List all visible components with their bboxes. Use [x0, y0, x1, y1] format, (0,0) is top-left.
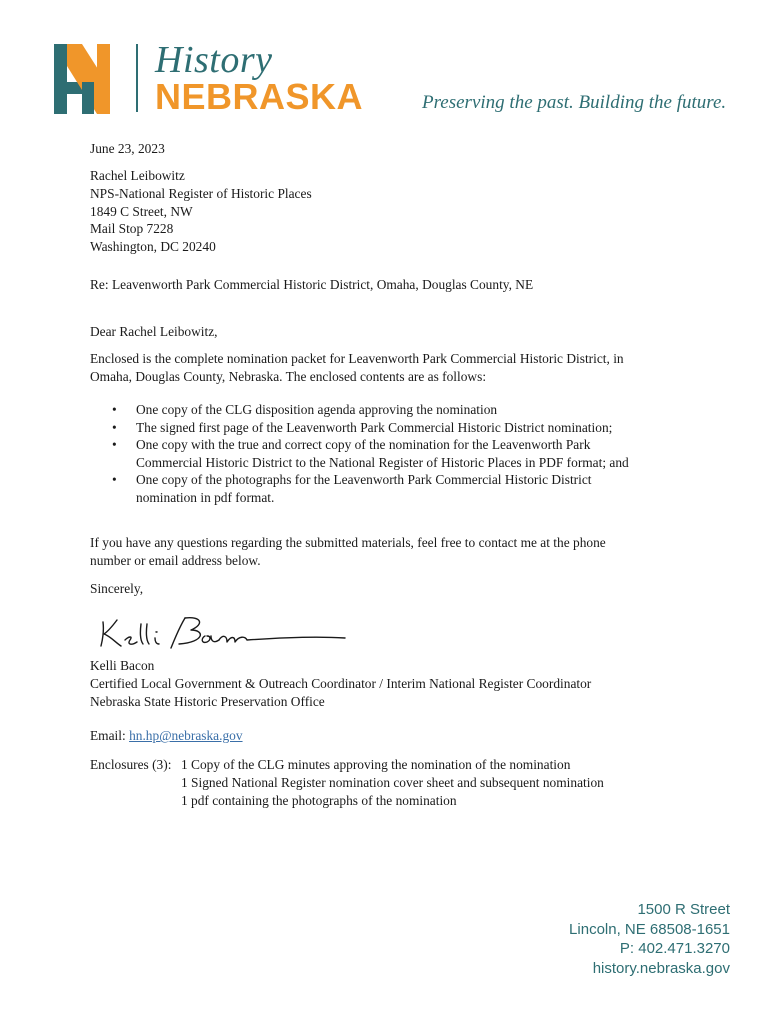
footer-street: 1500 R Street: [637, 901, 730, 918]
email-link[interactable]: hn.hp@nebraska.gov: [129, 728, 243, 743]
recipient-name: Rachel Leibowitz: [90, 168, 185, 183]
enclosure-item: 1 Copy of the CLG minutes approving the nomination of the nomination: [181, 757, 571, 772]
handwritten-signature: [95, 606, 355, 656]
recipient-city: Washington, DC 20240: [90, 239, 216, 255]
signer-name: Kelli Bacon: [90, 658, 155, 673]
logo-history-text: History: [155, 39, 273, 81]
closing: Sincerely,: [90, 581, 144, 596]
recipient-mailstop: Mail Stop 7228: [90, 221, 174, 237]
footer-contact: [569, 900, 730, 978]
bullet-icon: •: [112, 402, 117, 417]
logo-divider: [136, 44, 138, 112]
enclosure-row: [90, 756, 710, 774]
letter-date: June 23, 2023: [90, 141, 165, 156]
logo-nebraska-text: NEBRASKA: [155, 76, 364, 117]
history-nebraska-logo-icon: [52, 44, 122, 114]
enclosures-label: Enclosures (3):: [90, 757, 172, 772]
enclosure-row: [90, 774, 710, 792]
signer-title: Certified Local Government & Outreach Coordinator / Interim National Register Coordinator: [90, 675, 592, 691]
list-item: [112, 471, 642, 506]
salutation: Dear Rachel Leibowitz,: [90, 324, 218, 339]
intro-paragraph: Enclosed is the complete nomination packet for Leavenworth Park Commercial Historic District, in Omaha, Douglas County, Nebraska. The enclosed contents are as follows:: [90, 351, 624, 384]
enclosure-item: 1 pdf containing the photographs of the nomination: [181, 792, 457, 808]
enclosures-block: [90, 756, 710, 809]
enclosure-row: [90, 792, 710, 810]
recipient-address: [90, 167, 650, 256]
list-item: [112, 419, 642, 437]
footer-city: Lincoln, NE 68508-1651: [569, 920, 730, 938]
tagline: Preserving the past. Building the future.: [422, 92, 727, 113]
enclosed-contents-list: [112, 401, 642, 507]
list-item-text: One copy with the true and correct copy of the nomination for the Leavenworth Park Commercial Historic District to the National Register of Historic Places in PDF format; and: [136, 437, 629, 470]
bullet-icon: •: [112, 472, 117, 488]
footer-phone: P: 402.471.3270: [619, 940, 730, 957]
subject-line: Re: Leavenworth Park Commercial Historic District, Omaha, Douglas County, NE: [90, 277, 534, 292]
recipient-street: 1849 C Street, NW: [90, 203, 193, 219]
email-label: Email:: [90, 728, 126, 743]
questions-paragraph: If you have any questions regarding the submitted materials, feel free to contact me at the phone number or email address below.: [90, 535, 606, 568]
recipient-organization: NPS-National Register of Historic Places: [90, 185, 312, 201]
list-item-text: One copy of the photographs for the Leavenworth Park Commercial Historic District nomination in pdf format.: [136, 472, 592, 505]
enclosure-item: 1 Signed National Register nomination cover sheet and subsequent nomination: [181, 774, 604, 790]
signer-block: [90, 657, 650, 710]
list-item: [112, 436, 642, 471]
list-item-text: The signed first page of the Leavenworth Park Commercial Historic District nomination;: [136, 419, 613, 435]
bullet-icon: •: [112, 419, 117, 435]
footer-website[interactable]: history.nebraska.gov: [592, 959, 730, 977]
signer-office: Nebraska State Historic Preservation Office: [90, 693, 325, 709]
bullet-icon: •: [112, 437, 117, 453]
email-line: [90, 727, 650, 745]
list-item-text: One copy of the CLG disposition agenda approving the nomination: [136, 402, 498, 417]
list-item: [112, 401, 642, 419]
